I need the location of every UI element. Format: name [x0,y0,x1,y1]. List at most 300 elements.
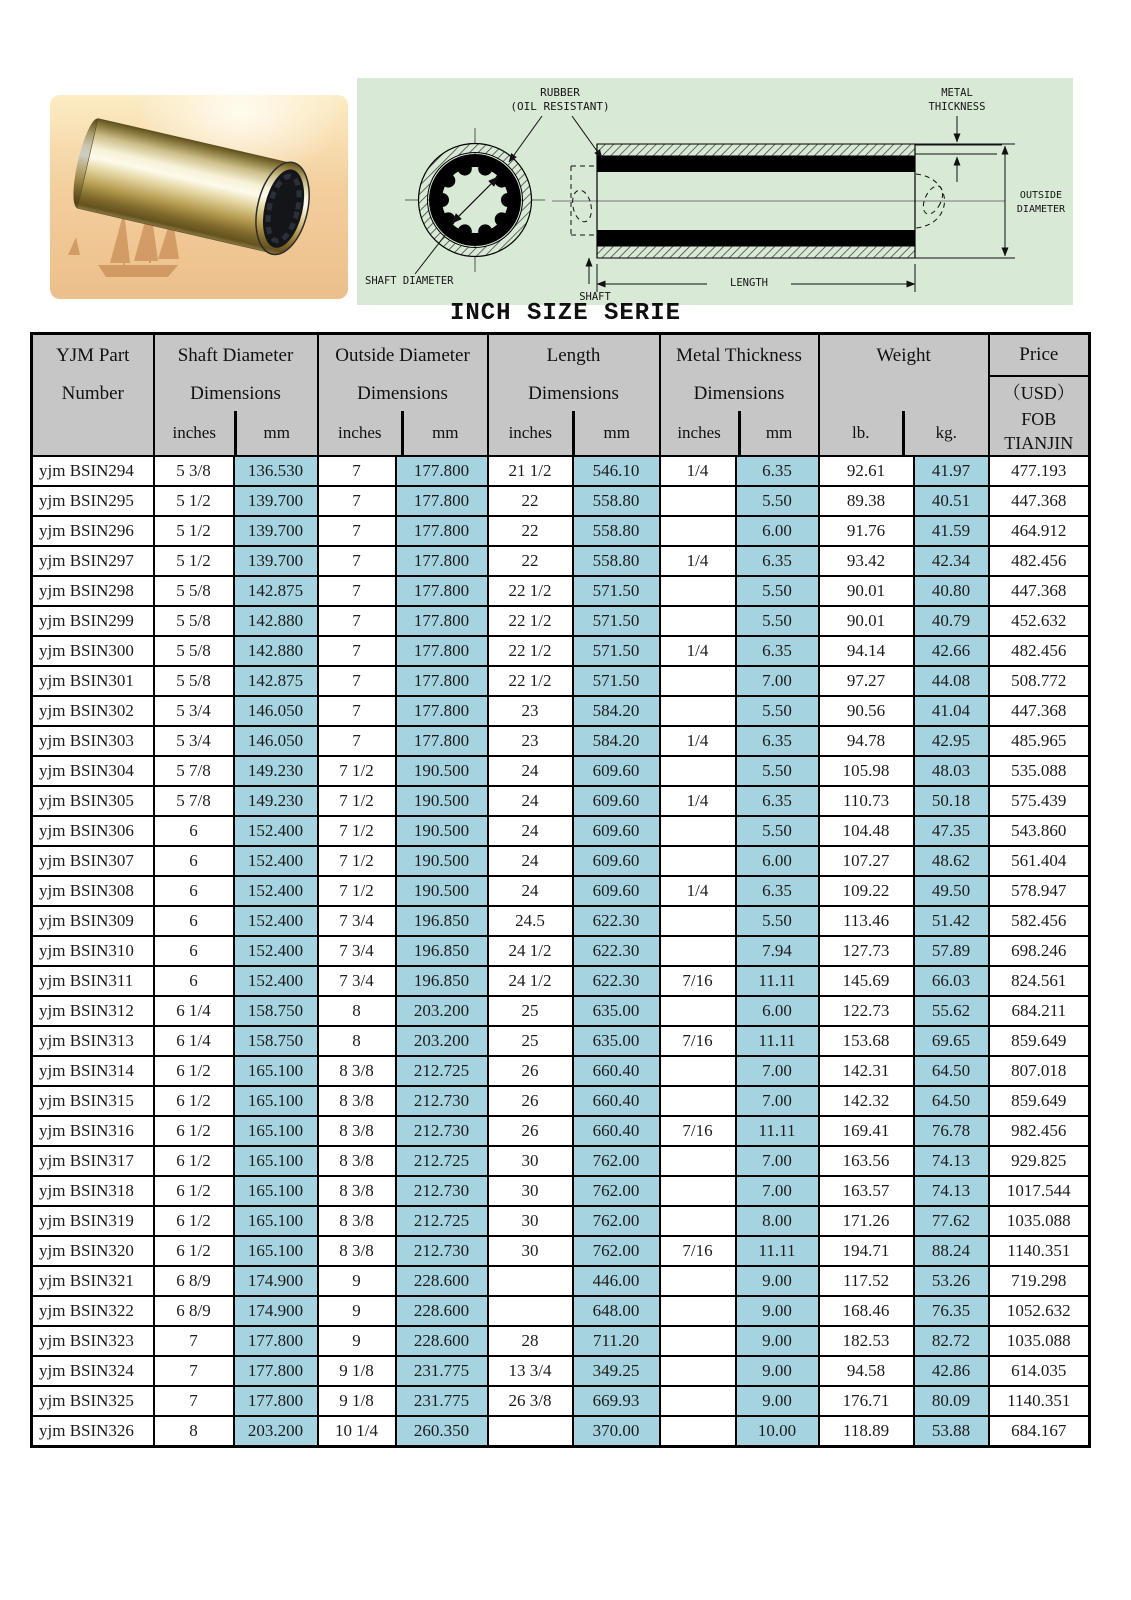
value-cell: 7 3/4 [318,936,396,966]
table-row [32,786,1090,816]
value-cell: 26 [488,1086,573,1116]
value-cell: 5.50 [736,576,819,606]
value-cell: 105.98 [819,756,914,786]
header-metal-thickness: Metal Thickness Dimensions inches mm [660,334,819,457]
value-cell: 109.22 [819,876,914,906]
value-cell: 177.800 [396,486,488,516]
value-cell: 762.00 [573,1146,660,1176]
value-cell: 7 1/2 [318,816,396,846]
value-cell: 228.600 [396,1326,488,1356]
part-number-cell: yjm BSIN299 [32,606,154,636]
value-cell: 24 [488,816,573,846]
value-cell: 142.880 [234,606,318,636]
table-row [32,1026,1090,1056]
header-price: Price （USD） FOB TIANJIN [989,334,1090,457]
value-cell: 165.100 [234,1056,318,1086]
value-cell: 42.34 [914,546,989,576]
value-cell: 6 1/2 [154,1176,234,1206]
value-cell: 571.50 [573,576,660,606]
value-cell: 6 [154,846,234,876]
value-cell: 44.08 [914,666,989,696]
value-cell: 48.62 [914,846,989,876]
value-cell: 9 [318,1266,396,1296]
value-cell [660,1326,736,1356]
value-cell: 76.78 [914,1116,989,1146]
value-cell: 7 [318,636,396,666]
value-cell: 6 1/2 [154,1086,234,1116]
value-cell: 982.456 [989,1116,1090,1146]
value-cell: 165.100 [234,1176,318,1206]
table-row [32,906,1090,936]
value-cell: 177.800 [396,516,488,546]
value-cell: 446.00 [573,1266,660,1296]
value-cell: 24 [488,756,573,786]
value-cell: 543.860 [989,816,1090,846]
rubber-label-2: (OIL RESISTANT) [510,100,610,113]
value-cell: 349.25 [573,1356,660,1386]
shaft-label: SHAFT [579,291,611,303]
value-cell [660,666,736,696]
table-row [32,876,1090,906]
value-cell: 122.73 [819,996,914,1026]
value-cell: 145.69 [819,966,914,996]
value-cell: 1/4 [660,456,736,486]
value-cell: 22 [488,486,573,516]
value-cell [660,756,736,786]
value-cell: 7 3/4 [318,966,396,996]
part-number-cell: yjm BSIN317 [32,1146,154,1176]
value-cell: 571.50 [573,666,660,696]
value-cell: 5.50 [736,486,819,516]
value-cell: 21 1/2 [488,456,573,486]
value-cell: 8 [318,1026,396,1056]
value-cell: 74.13 [914,1176,989,1206]
value-cell: 42.95 [914,726,989,756]
value-cell: 9 1/8 [318,1386,396,1416]
value-cell: 50.18 [914,786,989,816]
value-cell: 648.00 [573,1296,660,1326]
part-number-cell: yjm BSIN323 [32,1326,154,1356]
value-cell: 8 3/8 [318,1086,396,1116]
part-number-cell: yjm BSIN326 [32,1416,154,1447]
value-cell [660,1386,736,1416]
value-cell: 370.00 [573,1416,660,1447]
value-cell: 40.80 [914,576,989,606]
value-cell: 82.72 [914,1326,989,1356]
part-number-cell: yjm BSIN325 [32,1386,154,1416]
value-cell: 203.200 [234,1416,318,1447]
value-cell: 26 [488,1116,573,1146]
value-cell: 177.800 [396,696,488,726]
value-cell: 165.100 [234,1146,318,1176]
value-cell [660,696,736,726]
value-cell: 91.76 [819,516,914,546]
value-cell: 1035.088 [989,1206,1090,1236]
value-cell: 622.30 [573,936,660,966]
value-cell: 196.850 [396,936,488,966]
value-cell: 1/4 [660,726,736,756]
part-number-cell: yjm BSIN296 [32,516,154,546]
value-cell: 22 1/2 [488,636,573,666]
value-cell: 69.65 [914,1026,989,1056]
value-cell: 7 [318,666,396,696]
value-cell: 24 1/2 [488,936,573,966]
value-cell: 41.04 [914,696,989,726]
value-cell: 609.60 [573,756,660,786]
value-cell [660,906,736,936]
value-cell: 76.35 [914,1296,989,1326]
value-cell: 7 [318,726,396,756]
value-cell: 66.03 [914,966,989,996]
value-cell: 8 3/8 [318,1206,396,1236]
value-cell: 5 5/8 [154,636,234,666]
value-cell: 30 [488,1206,573,1236]
value-cell: 11.11 [736,1026,819,1056]
value-cell: 1/4 [660,546,736,576]
value-cell: 165.100 [234,1116,318,1146]
value-cell: 575.439 [989,786,1090,816]
table-row [32,996,1090,1026]
table-row [32,816,1090,846]
value-cell: 42.86 [914,1356,989,1386]
value-cell: 8 3/8 [318,1146,396,1176]
value-cell: 6.35 [736,876,819,906]
table-row [32,576,1090,606]
value-cell [660,1056,736,1086]
header-part [32,334,154,457]
value-cell: 7.00 [736,1146,819,1176]
value-cell: 6.35 [736,546,819,576]
table-row [32,666,1090,696]
value-cell: 212.730 [396,1116,488,1146]
value-cell: 558.80 [573,516,660,546]
value-cell: 163.56 [819,1146,914,1176]
value-cell: 482.456 [989,636,1090,666]
value-cell: 6 1/2 [154,1206,234,1236]
value-cell: 7/16 [660,1026,736,1056]
value-cell: 447.368 [989,576,1090,606]
part-number-cell: yjm BSIN294 [32,456,154,486]
value-cell [660,1416,736,1447]
table-row [32,516,1090,546]
header-shaft-inches: inches [172,423,216,442]
value-cell: 6 [154,906,234,936]
value-cell: 22 1/2 [488,576,573,606]
part-number-cell: yjm BSIN315 [32,1086,154,1116]
value-cell: 22 [488,546,573,576]
value-cell: 7 [154,1356,234,1386]
value-cell: 26 3/8 [488,1386,573,1416]
table-row [32,1236,1090,1266]
value-cell: 168.46 [819,1296,914,1326]
value-cell: 571.50 [573,606,660,636]
value-cell: 190.500 [396,876,488,906]
value-cell [660,1086,736,1116]
part-number-cell: yjm BSIN319 [32,1206,154,1236]
value-cell: 41.59 [914,516,989,546]
value-cell: 28 [488,1326,573,1356]
value-cell: 614.035 [989,1356,1090,1386]
value-cell: 142.880 [234,636,318,666]
value-cell: 807.018 [989,1056,1090,1086]
header-weight-lb: lb. [852,423,870,442]
table-row [32,546,1090,576]
value-cell: 6 8/9 [154,1266,234,1296]
value-cell: 7/16 [660,966,736,996]
value-cell: 11.11 [736,966,819,996]
part-number-cell: yjm BSIN314 [32,1056,154,1086]
value-cell: 660.40 [573,1116,660,1146]
part-number-cell: yjm BSIN322 [32,1296,154,1326]
value-cell: 177.800 [396,456,488,486]
value-cell: 482.456 [989,546,1090,576]
value-cell: 94.14 [819,636,914,666]
value-cell: 74.13 [914,1146,989,1176]
value-cell: 609.60 [573,876,660,906]
value-cell: 9 [318,1296,396,1326]
value-cell: 142.875 [234,666,318,696]
value-cell: 669.93 [573,1386,660,1416]
value-cell: 9.00 [736,1356,819,1386]
value-cell: 212.730 [396,1176,488,1206]
value-cell [660,1266,736,1296]
value-cell: 6.35 [736,456,819,486]
value-cell: 142.875 [234,576,318,606]
value-cell: 165.100 [234,1206,318,1236]
value-cell: 94.58 [819,1356,914,1386]
value-cell: 9.00 [736,1386,819,1416]
value-cell [660,996,736,1026]
table-row [32,1296,1090,1326]
value-cell: 929.825 [989,1146,1090,1176]
value-cell: 118.89 [819,1416,914,1447]
value-cell: 719.298 [989,1266,1090,1296]
value-cell: 7 3/4 [318,906,396,936]
value-cell [488,1416,573,1447]
value-cell: 535.088 [989,756,1090,786]
part-number-cell: yjm BSIN321 [32,1266,154,1296]
value-cell: 6 1/4 [154,1026,234,1056]
value-cell: 571.50 [573,636,660,666]
value-cell: 23 [488,696,573,726]
value-cell: 762.00 [573,1206,660,1236]
value-cell: 1140.351 [989,1386,1090,1416]
value-cell: 146.050 [234,696,318,726]
value-cell: 152.400 [234,816,318,846]
value-cell: 55.62 [914,996,989,1026]
value-cell: 127.73 [819,936,914,966]
value-cell: 30 [488,1236,573,1266]
table-row [32,1116,1090,1146]
table-row [32,1206,1090,1236]
value-cell: 196.850 [396,966,488,996]
value-cell: 1035.088 [989,1326,1090,1356]
value-cell: 6 1/2 [154,1236,234,1266]
value-cell: 13 3/4 [488,1356,573,1386]
value-cell: 6 [154,966,234,996]
metal-thickness-label: METAL [941,87,973,99]
part-number-cell: yjm BSIN304 [32,756,154,786]
value-cell: 25 [488,996,573,1026]
value-cell: 89.38 [819,486,914,516]
value-cell: 5 3/4 [154,726,234,756]
table-row [32,966,1090,996]
part-number-cell: yjm BSIN300 [32,636,154,666]
value-cell: 9 1/8 [318,1356,396,1386]
value-cell: 53.26 [914,1266,989,1296]
header-od-mm: mm [401,411,487,455]
value-cell: 182.53 [819,1326,914,1356]
value-cell: 64.50 [914,1086,989,1116]
value-cell: 228.600 [396,1266,488,1296]
value-cell: 212.730 [396,1236,488,1266]
table-row [32,636,1090,666]
value-cell: 41.97 [914,456,989,486]
value-cell: 153.68 [819,1026,914,1056]
value-cell [488,1296,573,1326]
value-cell: 5 5/8 [154,666,234,696]
value-cell: 212.725 [396,1056,488,1086]
value-cell: 165.100 [234,1086,318,1116]
tech-diagram [357,78,1073,305]
value-cell: 1/4 [660,876,736,906]
value-cell: 1/4 [660,636,736,666]
value-cell: 260.350 [396,1416,488,1447]
table-row [32,1356,1090,1386]
value-cell: 5.50 [736,696,819,726]
value-cell: 11.11 [736,1236,819,1266]
value-cell: 6.00 [736,516,819,546]
value-cell: 104.48 [819,816,914,846]
value-cell: 6.35 [736,786,819,816]
value-cell: 158.750 [234,996,318,1026]
value-cell: 578.947 [989,876,1090,906]
table-body [32,456,1090,1447]
part-number-cell: yjm BSIN312 [32,996,154,1026]
value-cell: 169.41 [819,1116,914,1146]
value-cell: 7 [154,1386,234,1416]
value-cell: 558.80 [573,546,660,576]
value-cell [660,1176,736,1206]
table-row [32,1146,1090,1176]
value-cell: 9.00 [736,1266,819,1296]
header-weight: Weight lb. kg. [819,334,989,457]
value-cell: 684.211 [989,996,1090,1026]
value-cell: 53.88 [914,1416,989,1447]
value-cell: 203.200 [396,1026,488,1056]
value-cell: 762.00 [573,1176,660,1206]
value-cell [488,1266,573,1296]
value-cell: 177.800 [396,606,488,636]
value-cell: 152.400 [234,876,318,906]
value-cell: 7/16 [660,1236,736,1266]
value-cell [660,936,736,966]
value-cell: 57.89 [914,936,989,966]
value-cell: 177.800 [234,1386,318,1416]
part-number-cell: yjm BSIN316 [32,1116,154,1146]
value-cell: 149.230 [234,786,318,816]
value-cell: 5.50 [736,906,819,936]
value-cell: 698.246 [989,936,1090,966]
table-row [32,456,1090,486]
value-cell: 6 1/2 [154,1116,234,1146]
value-cell: 177.800 [396,636,488,666]
value-cell: 660.40 [573,1086,660,1116]
value-cell: 8 3/8 [318,1116,396,1146]
part-number-cell: yjm BSIN309 [32,906,154,936]
product-photo [50,95,348,299]
value-cell: 6 [154,936,234,966]
value-cell: 107.27 [819,846,914,876]
value-cell: 171.26 [819,1206,914,1236]
value-cell: 139.700 [234,486,318,516]
value-cell: 7 1/2 [318,876,396,906]
value-cell: 97.27 [819,666,914,696]
value-cell: 90.56 [819,696,914,726]
value-cell: 7 [154,1326,234,1356]
value-cell: 447.368 [989,696,1090,726]
value-cell: 622.30 [573,966,660,996]
value-cell: 228.600 [396,1296,488,1326]
value-cell: 561.404 [989,846,1090,876]
header-part-line1: YJM Part [56,345,130,366]
value-cell: 51.42 [914,906,989,936]
header-length: Length Dimensions inches mm [488,334,660,457]
value-cell: 152.400 [234,846,318,876]
table-row [32,846,1090,876]
table-row [32,486,1090,516]
value-cell: 5.50 [736,756,819,786]
value-cell: 5 7/8 [154,756,234,786]
value-cell: 77.62 [914,1206,989,1236]
value-cell: 9.00 [736,1326,819,1356]
value-cell: 190.500 [396,816,488,846]
value-cell: 24 1/2 [488,966,573,996]
value-cell: 711.20 [573,1326,660,1356]
value-cell: 6.00 [736,846,819,876]
value-cell [660,486,736,516]
part-number-cell: yjm BSIN313 [32,1026,154,1056]
value-cell: 609.60 [573,846,660,876]
header-shaft-mm: mm [234,411,317,455]
value-cell: 6 8/9 [154,1296,234,1326]
part-number-cell: yjm BSIN303 [32,726,154,756]
value-cell: 447.368 [989,486,1090,516]
value-cell: 8 [318,996,396,1026]
value-cell: 7 1/2 [318,756,396,786]
value-cell: 485.965 [989,726,1090,756]
value-cell: 7/16 [660,1116,736,1146]
header-od-inches: inches [338,423,382,442]
value-cell: 231.775 [396,1356,488,1386]
value-cell: 622.30 [573,906,660,936]
value-cell: 7 [318,696,396,726]
value-cell: 7 1/2 [318,846,396,876]
value-cell: 177.800 [396,576,488,606]
header-mt-mm: mm [738,411,818,455]
part-number-cell: yjm BSIN305 [32,786,154,816]
value-cell: 26 [488,1056,573,1086]
value-cell: 9.00 [736,1296,819,1326]
value-cell: 142.31 [819,1056,914,1086]
value-cell: 176.71 [819,1386,914,1416]
value-cell: 859.649 [989,1086,1090,1116]
header-weight-kg: kg. [902,411,988,455]
value-cell: 7.00 [736,1086,819,1116]
value-cell: 584.20 [573,696,660,726]
value-cell: 25 [488,1026,573,1056]
value-cell: 139.700 [234,516,318,546]
